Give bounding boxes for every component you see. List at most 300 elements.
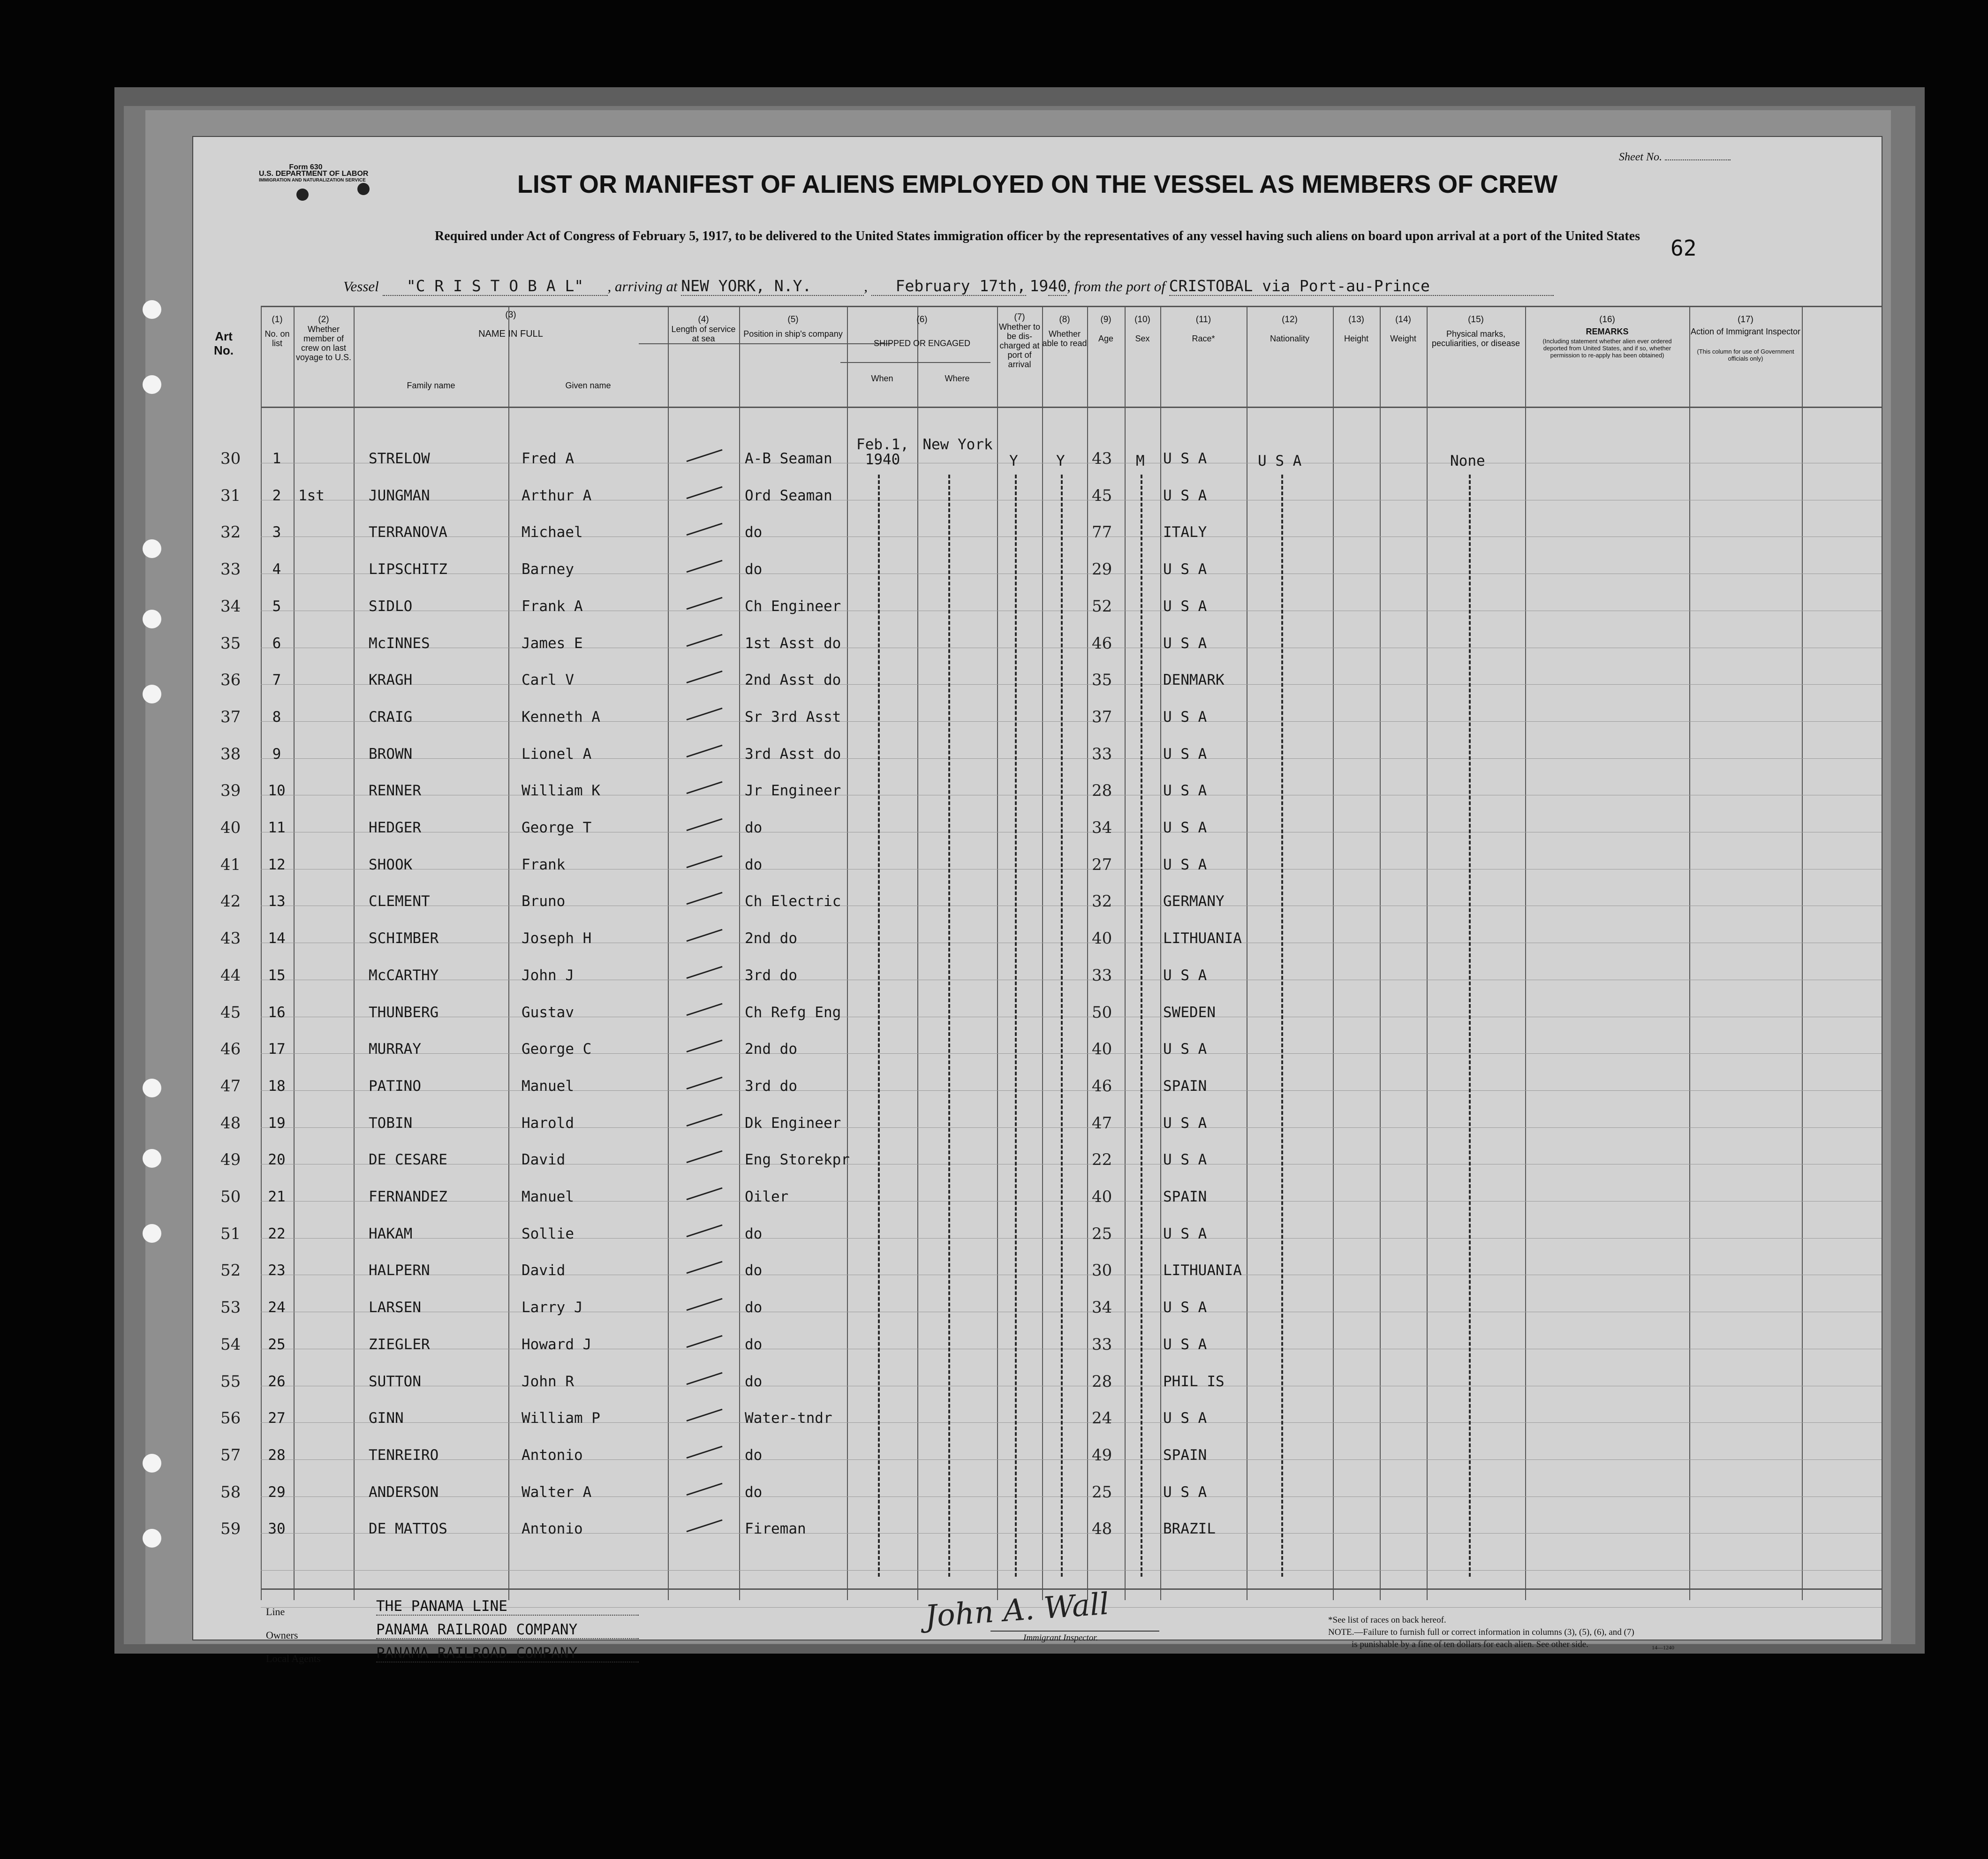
service-length-mark <box>686 708 722 721</box>
cell-race: U S A <box>1163 708 1207 725</box>
punch-hole <box>143 539 161 558</box>
cell-race: LITHUANIA <box>1163 1262 1242 1279</box>
cell-art: 38 <box>220 744 241 763</box>
cell-art: 30 <box>220 449 241 468</box>
cell-no: 23 <box>268 1262 286 1279</box>
punch-hole <box>143 1454 161 1473</box>
cell-age: 27 <box>1092 855 1112 874</box>
cell-art: 57 <box>220 1445 241 1465</box>
header-c2: Whether member of crew on last voyage to U.S. <box>295 325 352 362</box>
service-length-mark <box>686 1003 722 1016</box>
cell-position: 1st Asst do <box>745 635 841 652</box>
cell-family: McINNES <box>369 635 430 652</box>
cell-position: Water-tndr <box>745 1410 832 1427</box>
vessel-label: Vessel <box>343 278 379 295</box>
inspector-signature: John A. Wall <box>923 1587 1111 1634</box>
service-length-mark <box>686 1335 722 1348</box>
header-bottom-rule <box>261 407 1882 408</box>
cell-race: U S A <box>1163 1151 1207 1169</box>
cell-no: 3 <box>272 524 281 541</box>
cell-given: Fred A <box>522 450 574 467</box>
cell-given: Barney <box>522 561 574 578</box>
cell-art: 31 <box>220 486 241 505</box>
cell-no: 5 <box>272 597 281 615</box>
cell-given: David <box>522 1262 566 1279</box>
cell-position: Jr Engineer <box>745 782 841 800</box>
cell-position: Ch Engineer <box>745 597 841 615</box>
punch-hole <box>143 1149 161 1168</box>
cell-age: 50 <box>1092 1003 1112 1022</box>
service-length-mark <box>686 892 722 905</box>
cell-family: HALPERN <box>369 1262 430 1279</box>
cell-position: do <box>745 1299 763 1316</box>
ditto-mark-discharged <box>1015 475 1017 1577</box>
inspector-label: Immigrant Inspector. <box>1023 1633 1098 1643</box>
cell-given: William K <box>522 782 600 800</box>
cell-art: 54 <box>220 1335 241 1354</box>
service-length-mark <box>686 449 722 462</box>
service-length-mark <box>686 597 722 610</box>
cell-family: CLEMENT <box>369 893 430 910</box>
cell-given: Larry J <box>522 1299 583 1316</box>
shipped-when: Feb.1, 1940 <box>856 436 909 468</box>
from-port-label: from the port of <box>1074 278 1165 295</box>
cell-family: HEDGER <box>369 819 421 836</box>
header-c3: NAME IN FULL <box>478 329 543 339</box>
header-c17-num: (17) <box>1738 315 1754 325</box>
cell-family: FERNANDEZ <box>369 1188 447 1205</box>
cell-family: THUNBERG <box>369 1004 439 1021</box>
header-c1: No. on list <box>265 329 290 348</box>
cell-no: 14 <box>268 930 286 947</box>
service-length-mark <box>686 634 722 647</box>
header-c5-num: (5) <box>787 315 799 325</box>
discharged-flag: Y <box>1009 453 1018 469</box>
cell-family: DE CESARE <box>369 1151 447 1169</box>
cell-family: ANDERSON <box>369 1483 439 1501</box>
cell-family: SCHIMBER <box>369 930 439 947</box>
cell-given: Howard J <box>522 1336 592 1353</box>
cell-position: Ch Refg Eng <box>745 1004 841 1021</box>
cell-position: do <box>745 1446 763 1464</box>
agents-label: Local Agents <box>266 1653 321 1664</box>
header-c4-num: (4) <box>698 315 709 325</box>
cell-art: 49 <box>220 1150 241 1170</box>
cell-no: 22 <box>268 1225 286 1242</box>
owners-label: Owners <box>266 1629 298 1641</box>
ditto-mark-where <box>948 475 950 1577</box>
service-length-mark <box>686 671 722 684</box>
header-c11-num: (11) <box>1195 315 1211 325</box>
owners-value: PANAMA RAILROAD COMPANY <box>376 1621 639 1639</box>
cell-given: Kenneth A <box>522 708 600 725</box>
cell-age: 49 <box>1092 1445 1112 1465</box>
cell-race: U S A <box>1163 1225 1207 1242</box>
cell-given: David <box>522 1151 566 1169</box>
cell-no: 6 <box>272 635 281 652</box>
punch-hole <box>143 1529 161 1548</box>
header-c10: Sex <box>1135 334 1150 343</box>
cell-given: Sollie <box>522 1225 574 1242</box>
cell-art: 47 <box>220 1076 241 1096</box>
cell-position: do <box>745 1336 763 1353</box>
cell-art: 35 <box>220 634 241 653</box>
cell-race: LITHUANIA <box>1163 930 1242 947</box>
manifest-title: LIST OR MANIFEST OF ALIENS EMPLOYED ON THE VESSEL AS MEMBERS OF CREW <box>517 170 1558 198</box>
header-c13: Height <box>1344 334 1369 343</box>
header-when: When <box>871 374 893 383</box>
header-c8-num: (8) <box>1059 315 1070 325</box>
cell-family: LARSEN <box>369 1299 421 1316</box>
arriving-port: NEW YORK, N.Y. <box>681 277 864 296</box>
cell-age: 43 <box>1092 449 1112 468</box>
punch-hole <box>143 300 161 319</box>
service-length-mark <box>686 1261 722 1274</box>
cell-art: 32 <box>220 523 241 542</box>
physical-marks-value: None <box>1450 453 1485 469</box>
cell-no: 11 <box>268 819 286 836</box>
cell-race: U S A <box>1163 782 1207 800</box>
cell-age: 30 <box>1092 1261 1112 1280</box>
cell-no: 24 <box>268 1299 286 1316</box>
nationality-value: U S A <box>1258 453 1302 469</box>
header-c11: Race* <box>1192 334 1215 343</box>
cell-age: 35 <box>1092 671 1112 690</box>
cell-given: Frank <box>522 856 566 873</box>
cell-position: do <box>745 1373 763 1390</box>
cell-race: U S A <box>1163 1483 1207 1501</box>
cell-no: 29 <box>268 1483 286 1501</box>
agents-value: PANAMA RAILROAD COMPANY <box>376 1645 639 1663</box>
cell-no: 10 <box>268 782 286 800</box>
form-code: 14—1240 <box>1652 1644 1674 1651</box>
arrival-year: 40 <box>1048 277 1067 295</box>
cell-age: 24 <box>1092 1409 1112 1428</box>
cell-no: 25 <box>268 1336 286 1353</box>
cell-given: Lionel A <box>522 745 592 763</box>
cell-age: 25 <box>1092 1224 1112 1243</box>
cell-no: 9 <box>272 745 281 763</box>
cell-age: 34 <box>1092 1298 1112 1317</box>
cell-position: Eng Storekpr <box>745 1151 850 1169</box>
line-value: THE PANAMA LINE <box>376 1598 639 1616</box>
header-art-no: Art No. <box>214 329 234 357</box>
cell-art: 42 <box>220 892 241 911</box>
cell-family: TOBIN <box>369 1114 413 1132</box>
cell-position: 2nd Asst do <box>745 672 841 689</box>
service-length-mark <box>686 1409 722 1422</box>
cell-family: ZIEGLER <box>369 1336 430 1353</box>
cell-position: A-B Seaman <box>745 450 832 467</box>
cell-given: Antonio <box>522 1520 583 1538</box>
service-length-mark <box>686 1187 722 1201</box>
row-rule <box>261 1570 1882 1571</box>
cell-art: 36 <box>220 671 241 690</box>
department-name: U.S. DEPARTMENT OF LABOR <box>259 170 369 178</box>
cell-no: 27 <box>268 1410 286 1427</box>
cell-no: 19 <box>268 1114 286 1132</box>
header-c16: REMARKS <box>1586 327 1629 336</box>
header-c3-num: (3) <box>505 310 516 320</box>
cell-art: 48 <box>220 1113 241 1133</box>
cell-family: McCARTHY <box>369 967 439 984</box>
shipped-where: New York <box>922 436 993 453</box>
cell-race: BRAZIL <box>1163 1520 1216 1538</box>
header-c10-num: (10) <box>1134 315 1150 325</box>
cell-age: 37 <box>1092 707 1112 726</box>
cell-no: 12 <box>268 856 286 873</box>
service-length-mark <box>686 781 722 794</box>
cell-no: 17 <box>268 1041 286 1058</box>
cell-art: 37 <box>220 707 241 726</box>
cell-given: John J <box>522 967 574 984</box>
cell-no: 16 <box>268 1004 286 1021</box>
cell-no: 20 <box>268 1151 286 1169</box>
cell-race: SWEDEN <box>1163 1004 1216 1021</box>
cell-race: GERMANY <box>1163 893 1225 910</box>
ditto-mark-nationality <box>1281 475 1283 1577</box>
cell-position: do <box>745 856 763 873</box>
header-where: Where <box>945 374 970 383</box>
cell-race: U S A <box>1163 819 1207 836</box>
cell-no: 1 <box>272 450 281 467</box>
service-length-mark <box>686 1519 722 1533</box>
header-family-name: Family name <box>407 381 455 390</box>
cell-given: Antonio <box>522 1446 583 1464</box>
penalty-note: NOTE.—Failure to furnish full or correct information in columns (3), (5), (6), and (7) <box>1328 1627 1634 1637</box>
cell-art: 53 <box>220 1298 241 1317</box>
line-label: Line <box>266 1606 285 1617</box>
cell-art: 44 <box>220 966 241 985</box>
cell-position: do <box>745 819 763 836</box>
arrival-date: February 17th, <box>871 277 1026 296</box>
header-c8: Whether able to read <box>1042 329 1087 348</box>
header-c14: Weight <box>1390 334 1416 343</box>
cell-given: Harold <box>522 1114 574 1132</box>
cell-given: William P <box>522 1410 600 1427</box>
cell-family: DE MATTOS <box>369 1520 447 1538</box>
races-note: *See list of races on back hereof. <box>1328 1615 1446 1625</box>
shipped-header-rule <box>840 362 990 363</box>
cell-family: JUNGMAN <box>369 487 430 504</box>
cell-art: 41 <box>220 855 241 874</box>
ditto-mark-read <box>1061 475 1063 1577</box>
service-length-mark <box>686 1040 722 1053</box>
cell-no: 4 <box>272 561 281 578</box>
cell-family: GINN <box>369 1410 404 1427</box>
service-length-mark <box>686 855 722 868</box>
cell-art: 40 <box>220 818 241 837</box>
header-c6-num: (6) <box>916 315 928 325</box>
cell-age: 22 <box>1092 1150 1112 1170</box>
cell-age: 77 <box>1092 523 1112 542</box>
service-length-mark <box>686 560 722 573</box>
cell-age: 33 <box>1092 966 1112 985</box>
cell-age: 40 <box>1092 1187 1112 1206</box>
cell-art: 56 <box>220 1409 241 1428</box>
cell-position: 2nd do <box>745 930 797 947</box>
cell-art: 59 <box>220 1519 241 1539</box>
ditto-mark-sex <box>1141 475 1142 1577</box>
cell-age: 29 <box>1092 560 1112 579</box>
ditto-mark-when <box>878 475 880 1577</box>
cell-age: 45 <box>1092 486 1112 505</box>
cell-family: TERRANOVA <box>369 524 447 541</box>
cell-age: 52 <box>1092 597 1112 616</box>
cell-family: TENREIRO <box>369 1446 439 1464</box>
cell-race: PHIL IS <box>1163 1373 1225 1390</box>
cell-race: U S A <box>1163 1410 1207 1427</box>
service-length-mark <box>686 1224 722 1237</box>
header-c1-num: (1) <box>272 315 283 325</box>
cell-art: 45 <box>220 1003 241 1022</box>
cell-no: 13 <box>268 893 286 910</box>
cell-position: Ch Electric <box>745 893 841 910</box>
cell-art: 52 <box>220 1261 241 1280</box>
cell-given: Manuel <box>522 1188 574 1205</box>
header-c4: Length of service at sea <box>671 325 736 343</box>
service-length-mark <box>686 486 722 499</box>
cell-no: 26 <box>268 1373 286 1390</box>
cell-no: 30 <box>268 1520 286 1538</box>
cell-no: 18 <box>268 1077 286 1095</box>
cell-age: 33 <box>1092 1335 1112 1354</box>
header-c12-num: (12) <box>1282 315 1298 325</box>
punch-hole <box>143 610 161 628</box>
cell-given: George C <box>522 1041 592 1058</box>
cell-no: 8 <box>272 708 281 725</box>
cell-age: 28 <box>1092 781 1112 801</box>
cell-family: CRAIG <box>369 708 413 725</box>
cell-no: 21 <box>268 1188 286 1205</box>
cell-given: George T <box>522 819 592 836</box>
cell-age: 40 <box>1092 929 1112 948</box>
service-length-mark <box>686 1446 722 1459</box>
cell-race: SPAIN <box>1163 1188 1207 1205</box>
cell-age: 46 <box>1092 1076 1112 1096</box>
header-c17: Action of Immigrant Inspector <box>1690 327 1801 336</box>
header-c6: SHIPPED OR ENGAGED <box>873 339 971 348</box>
cell-race: U S A <box>1163 1336 1207 1353</box>
cell-position: do <box>745 524 763 541</box>
cell-family: HAKAM <box>369 1225 413 1242</box>
cell-age: 33 <box>1092 744 1112 763</box>
cell-given: Michael <box>522 524 583 541</box>
vessel-line: Vessel "C R I S T O B A L" , arriving at NEW YORK, N.Y. , February 17th, 1940, from the port of CRISTOBAL via Port-au-Prince <box>343 277 1554 296</box>
header-c12: Nationality <box>1270 334 1310 343</box>
cell-family: LIPSCHITZ <box>369 561 447 578</box>
cell-given: Gustav <box>522 1004 574 1021</box>
header-c17-note: (This column for use of Government officials only) <box>1697 348 1794 362</box>
cell-last: 1st <box>298 487 325 504</box>
cell-race: U S A <box>1163 856 1207 873</box>
cell-position: do <box>745 1262 763 1279</box>
cell-race: U S A <box>1163 967 1207 984</box>
cell-family: SUTTON <box>369 1373 421 1390</box>
cell-given: Manuel <box>522 1077 574 1095</box>
cell-position: 2nd do <box>745 1041 797 1058</box>
cell-race: U S A <box>1163 635 1207 652</box>
cell-family: RENNER <box>369 782 421 800</box>
cell-age: 47 <box>1092 1113 1112 1133</box>
cell-art: 58 <box>220 1482 241 1502</box>
cell-given: Arthur A <box>522 487 592 504</box>
arriving-label: arriving at <box>615 278 678 295</box>
header-c13-num: (13) <box>1348 315 1364 325</box>
service-name: IMMIGRATION AND NATURALIZATION SERVICE <box>259 178 366 183</box>
cell-race: U S A <box>1163 487 1207 504</box>
cell-given: Walter A <box>522 1483 592 1501</box>
cell-family: BROWN <box>369 745 413 763</box>
cell-race: U S A <box>1163 1114 1207 1132</box>
service-length-mark <box>686 1150 722 1164</box>
penalty-note-cont: is punishable by a fine of ten dollars for each alien. See other side. <box>1352 1640 1588 1649</box>
cell-position: Sr 3rd Asst <box>745 708 841 725</box>
page-number: 62 <box>1671 235 1697 261</box>
header-c14-num: (14) <box>1395 315 1411 325</box>
cell-position: 3rd do <box>745 1077 797 1095</box>
header-c9: Age <box>1098 334 1114 343</box>
sheet-number-label: Sheet No. <box>1619 151 1731 164</box>
header-c16-num: (16) <box>1599 315 1615 325</box>
cell-art: 39 <box>220 781 241 801</box>
cell-position: 3rd Asst do <box>745 745 841 763</box>
cell-family: SIDLO <box>369 597 413 615</box>
read-flag: Y <box>1056 453 1065 469</box>
service-length-mark <box>686 523 722 536</box>
cell-art: 50 <box>220 1187 241 1206</box>
cell-race: ITALY <box>1163 524 1207 541</box>
cell-art: 55 <box>220 1372 241 1391</box>
cell-position: do <box>745 1483 763 1501</box>
header-c16-note: (Including statement whether alien ever ordered deported from United States, and if so, whether permission to re-apply has been obtained) <box>1542 338 1672 359</box>
manifest-sheet <box>192 136 1882 1664</box>
service-length-mark <box>686 966 722 979</box>
cell-art: 43 <box>220 929 241 948</box>
manifest-subtitle: Required under Act of Congress of February 5, 1917, to be delivered to the United States immigration officer by the representatives of any vessel having such aliens on board upon arrival at a port of the United States <box>435 229 1640 243</box>
cell-age: 48 <box>1092 1519 1112 1539</box>
cell-race: U S A <box>1163 745 1207 763</box>
header-given-name: Given name <box>565 381 611 390</box>
cell-position: 3rd do <box>745 967 797 984</box>
cell-position: Ord Seaman <box>745 487 832 504</box>
service-length-mark <box>686 929 722 942</box>
cell-race: U S A <box>1163 1299 1207 1316</box>
cell-position: Dk Engineer <box>745 1114 841 1132</box>
cell-race: U S A <box>1163 1041 1207 1058</box>
cell-age: 40 <box>1092 1040 1112 1059</box>
vessel-name: "C R I S T O B A L" <box>383 277 608 296</box>
cell-race: U S A <box>1163 561 1207 578</box>
cell-age: 46 <box>1092 634 1112 653</box>
cell-art: 33 <box>220 560 241 579</box>
year-prefix: 19 <box>1029 277 1049 295</box>
cell-art: 51 <box>220 1224 241 1243</box>
cell-position: Fireman <box>745 1520 806 1538</box>
cell-position: do <box>745 1225 763 1242</box>
cell-given: Bruno <box>522 893 566 910</box>
cell-given: Frank A <box>522 597 583 615</box>
form-number: Form 630 <box>289 163 323 171</box>
cell-family: PATINO <box>369 1077 421 1095</box>
service-length-mark <box>686 818 722 831</box>
service-length-mark <box>686 1372 722 1385</box>
cell-art: 34 <box>220 597 241 616</box>
cell-race: U S A <box>1163 597 1207 615</box>
service-length-mark <box>686 744 722 757</box>
service-length-mark <box>686 1298 722 1311</box>
cell-family: KRAGH <box>369 672 413 689</box>
